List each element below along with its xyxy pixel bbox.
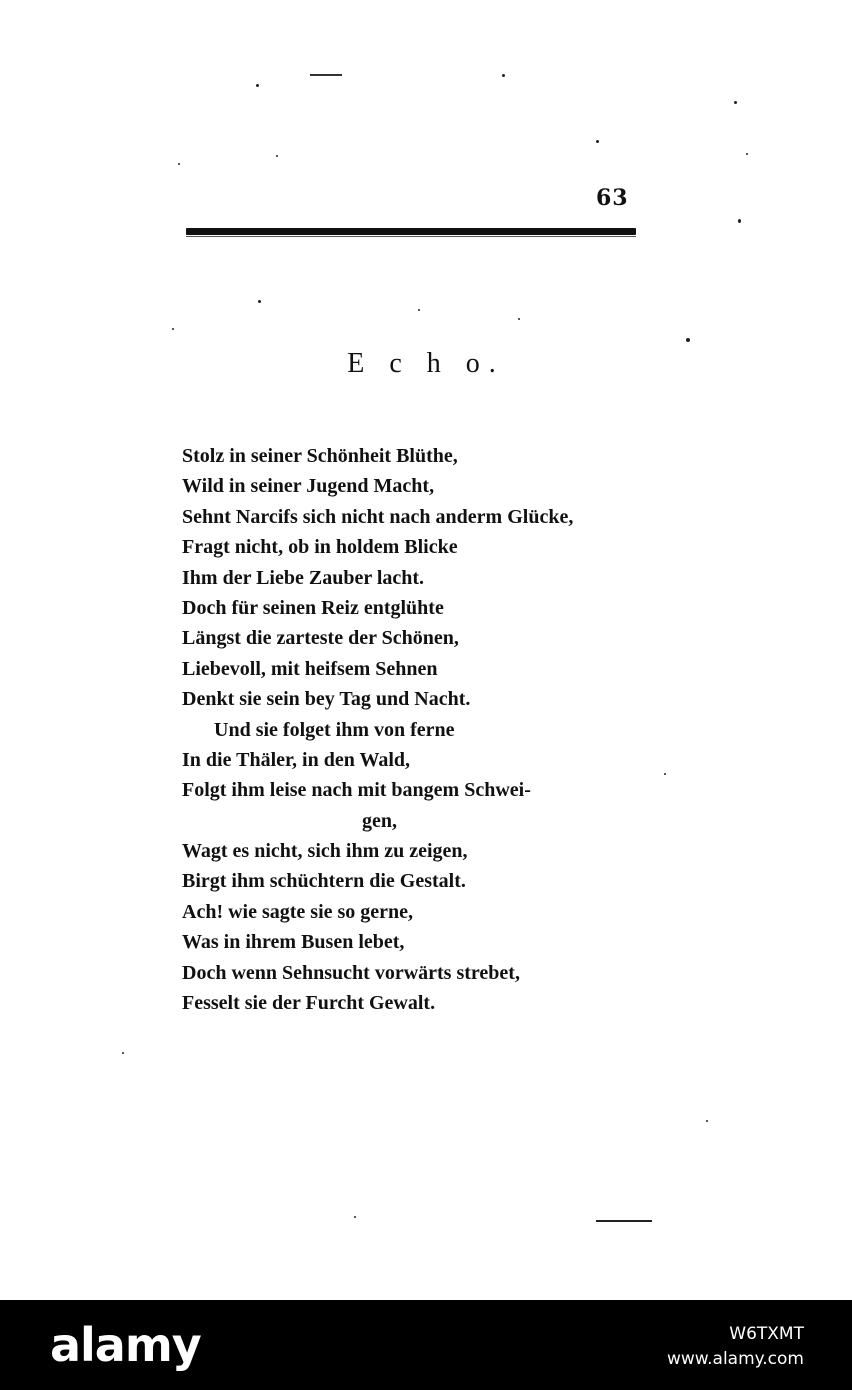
poem-line: Und sie folget ihm von ferne [214, 718, 455, 741]
poem-line: Denkt sie sein bey Tag und Nacht. [182, 688, 471, 711]
speck [664, 773, 666, 775]
poem-line: Fragt nicht, ob in holdem Blicke [182, 536, 458, 559]
poem-line: Stolz in seiner Schönheit Blüthe, [182, 445, 458, 467]
poem-line: Fesselt sie der Furcht Gewalt. [182, 992, 436, 1015]
speck [276, 155, 278, 157]
watermark-bar [0, 1300, 852, 1390]
speck [686, 338, 690, 342]
speck [354, 1216, 356, 1218]
speck [518, 318, 520, 320]
speck [172, 328, 174, 330]
speck [178, 163, 180, 165]
speck [256, 84, 259, 87]
poem-line: Birgt ihm schüchtern die Gestalt. [182, 870, 466, 893]
poem-line: Ihm der Liebe Zauber lacht. [182, 566, 425, 589]
poem-line: Was in ihrem Busen lebet, [182, 931, 405, 954]
speck [596, 140, 599, 143]
poem-line: Wagt es nicht, sich ihm zu zeigen, [182, 840, 468, 863]
page-number: 63 [596, 185, 629, 211]
header-rule [186, 228, 636, 235]
site-url: www.alamy.com [666, 1349, 804, 1369]
top-print-mark [310, 74, 342, 76]
watermark-logo: alamy [50, 1318, 201, 1372]
speck [734, 101, 737, 104]
speck [738, 219, 741, 223]
image-id: W6TXMT [729, 1324, 804, 1344]
poem-line: Folgt ihm leise nach mit bangem Schwei- [182, 779, 531, 802]
poem-line: Wild in seiner Jugend Macht, [182, 475, 435, 498]
watermark-info [667, 1322, 804, 1372]
speck [418, 309, 420, 311]
poem-line: Liebevoll, mit heifsem Sehnen [182, 657, 438, 680]
poem-line: Ach! wie sagte sie so gerne, [182, 900, 414, 923]
poem-title: E c h o. [347, 348, 505, 379]
poem-line: In die Thäler, in den Wald, [182, 748, 411, 771]
bottom-print-mark [596, 1220, 652, 1222]
speck [502, 74, 505, 77]
poem-line: Doch wenn Sehnsucht vorwärts strebet, [182, 961, 520, 984]
poem-body [182, 441, 662, 1018]
speck [122, 1052, 124, 1054]
poem-line: Doch für seinen Reiz entglühte [182, 596, 444, 619]
speck [258, 300, 261, 303]
poem-line: Längst die zarteste der Schönen, [182, 627, 459, 650]
poem-line-continuation: gen, [362, 809, 397, 832]
speck [746, 153, 748, 155]
speck [706, 1120, 708, 1122]
poem-line: Sehnt Narcifs sich nicht nach anderm Glücke, [182, 505, 574, 528]
